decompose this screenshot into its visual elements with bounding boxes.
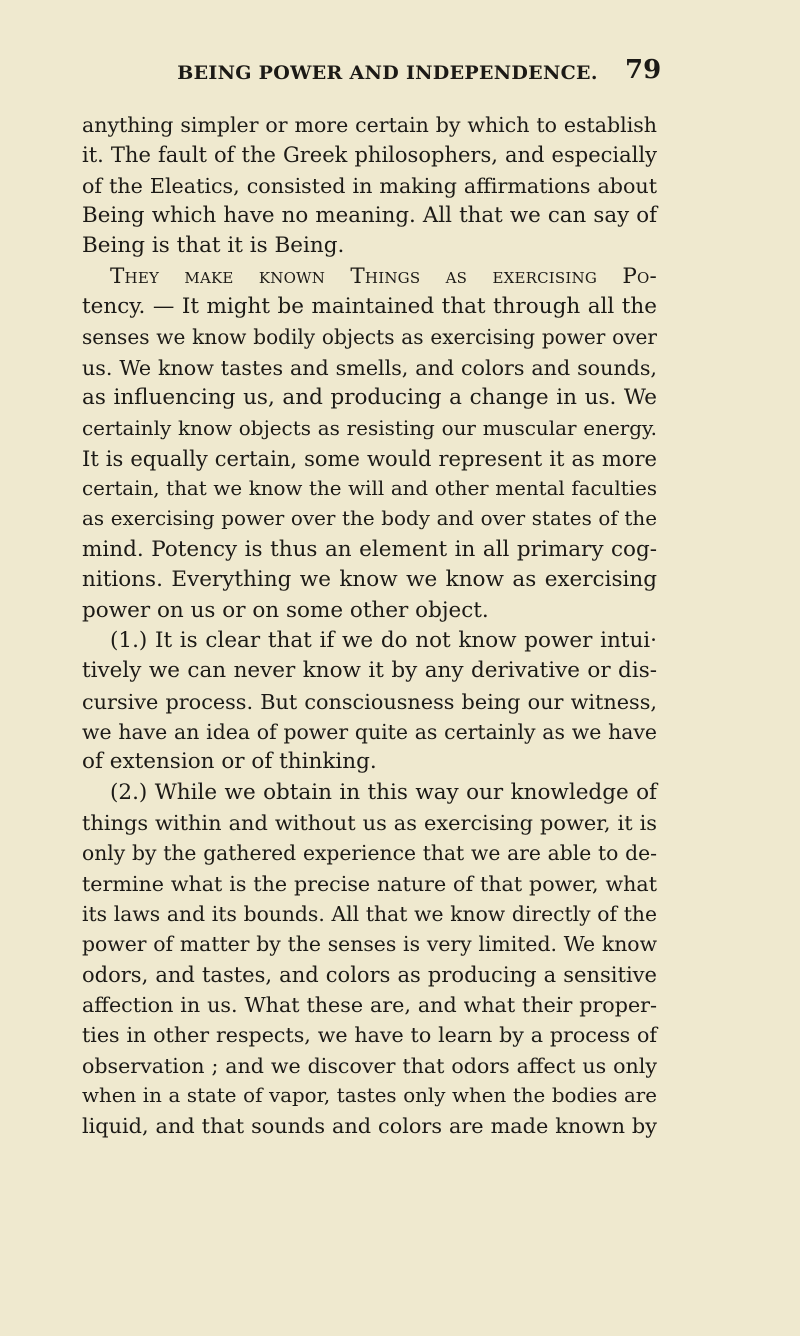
- text-line: certain, that we know the will and other mental faculties: [82, 477, 657, 501]
- text-line: as exercising power over the body and over states of the: [82, 507, 657, 531]
- text-line: of extension or of thinking.: [82, 749, 377, 775]
- running-title: BEING POWER AND INDEPENDENCE.: [177, 62, 598, 84]
- text-line: cursive process. But consciousness being our witness,: [82, 689, 657, 714]
- text-line: termine what is the precise nature of that power, what: [82, 871, 657, 896]
- text-line: anything simpler or more certain by which to establish: [82, 113, 657, 137]
- text-line: its laws and its bounds. All that we know directly of the: [82, 901, 657, 926]
- text-line: senses we know bodily objects as exercising power over: [82, 325, 657, 350]
- text-line: of the Eleatics, consisted in making affirmations about: [82, 173, 657, 198]
- text-line: mind. Potency is thus an element in all primary cog-: [82, 536, 657, 562]
- text-line: (2.) While we obtain in this way our knowledge of: [110, 779, 657, 805]
- section-heading-line: They make known Things as exercising Po-: [110, 263, 657, 289]
- text-line: tency. — It might be maintained that through all the: [82, 294, 657, 320]
- text-line: it. The fault of the Greek philosophers, and especially: [82, 142, 657, 168]
- text-line: as influencing us, and producing a change in us. We: [82, 385, 657, 411]
- text-line: odors, and tastes, and colors as producing a sensitive: [82, 961, 657, 987]
- text-line: tively we can never know it by any derivative or dis-: [82, 658, 657, 684]
- text-line: us. We know tastes and smells, and colors and sounds,: [82, 355, 657, 380]
- text-line: liquid, and that sounds and colors are made known by: [82, 1114, 657, 1139]
- text-line: we have an idea of power quite as certainly as we have: [82, 719, 657, 744]
- text-line: power of matter by the senses is very limited. We know: [82, 932, 657, 957]
- text-line: Being is that it is Being.: [82, 233, 345, 259]
- text-line: things within and without us as exercising power, it is: [82, 810, 657, 835]
- text-line: (1.) It is clear that if we do not know power intui·: [110, 627, 657, 653]
- text-line: ties in other respects, we have to learn by a process of: [82, 1023, 657, 1048]
- text-line: It is equally certain, some would represent it as more: [82, 445, 657, 471]
- text-line: power on us or on some other object.: [82, 597, 489, 623]
- text-line: only by the gathered experience that we are able to de-: [82, 841, 657, 866]
- text-line: when in a state of vapor, tastes only when the bodies are: [82, 1084, 657, 1107]
- text-line: affection in us. What these are, and what their proper-: [82, 992, 657, 1017]
- text-line: certainly know objects as resisting our muscular energy.: [82, 416, 657, 441]
- body-text: [82, 110, 657, 1142]
- text-line: Being which have no meaning. All that we can say of: [82, 203, 657, 229]
- page-number: 79: [625, 55, 662, 85]
- text-line: nitions. Everything we know we know as exercising: [82, 567, 657, 593]
- text-line: observation ; and we discover that odors affect us only: [82, 1053, 657, 1078]
